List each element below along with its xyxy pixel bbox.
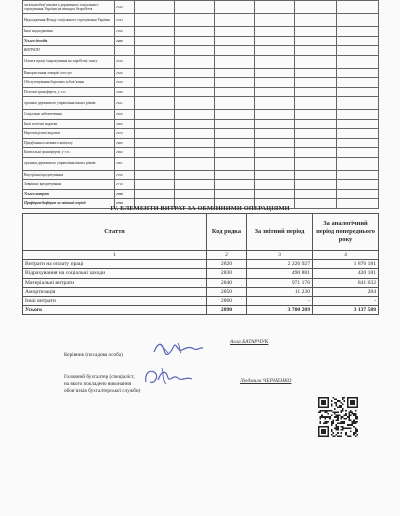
row-code: 2840: [207, 278, 247, 287]
expense-elements-table: [22, 213, 379, 315]
table-header-row: [23, 214, 379, 251]
empty-cell: [337, 36, 379, 46]
row-label: Капітальні трансферти, у т.ч.:: [23, 148, 115, 158]
row-code: 2820: [207, 260, 247, 269]
row-code: 2860: [207, 296, 247, 305]
empty-cell: [255, 1, 295, 14]
empty-cell: [337, 68, 379, 78]
row-current: 490 881: [247, 269, 313, 278]
empty-cell: [215, 36, 255, 46]
table-row: [23, 27, 379, 37]
empty-cell: [215, 14, 255, 27]
empty-cell: [175, 170, 215, 180]
column-number: 2: [207, 251, 247, 260]
empty-cell: [135, 14, 175, 27]
table-row: [23, 278, 379, 287]
empty-cell: [337, 55, 379, 68]
empty-cell: [295, 148, 337, 158]
empty-cell: [135, 148, 175, 158]
row-label: Поточні трансферти, у т.ч.:: [23, 87, 115, 97]
table-row: [23, 296, 379, 305]
empty-cell: [135, 78, 175, 88]
row-code: 2680: [115, 138, 135, 148]
empty-cell: [255, 157, 295, 170]
row-label: Нерозподілені видатки: [23, 129, 115, 139]
empty-cell: [295, 55, 337, 68]
empty-cell: [135, 129, 175, 139]
empty-cell: [175, 138, 215, 148]
empty-cell: [295, 87, 337, 97]
qr-code: [318, 397, 358, 437]
row-code: 2780: [115, 189, 135, 199]
row-code: 2390: [115, 27, 135, 37]
empty-cell: [295, 27, 337, 37]
table-row: [23, 260, 379, 269]
empty-cell: [255, 46, 295, 56]
table-row: [23, 269, 379, 278]
empty-cell: [175, 68, 215, 78]
table-row: [23, 78, 379, 88]
table-row: [23, 157, 379, 170]
row-current: 971 176: [247, 278, 313, 287]
row-previous: 420 181: [313, 269, 379, 278]
row-code: 2790: [115, 199, 135, 209]
total-current: 3 700 209: [247, 306, 313, 315]
table-row: [23, 68, 379, 78]
row-label: Інші витрати: [23, 296, 207, 305]
empty-cell: [215, 68, 255, 78]
empty-cell: [337, 27, 379, 37]
empty-cell: [255, 55, 295, 68]
column-number-row: [23, 251, 379, 260]
empty-cell: [337, 97, 379, 110]
empty-cell: [175, 78, 215, 88]
empty-cell: [255, 110, 295, 120]
row-code: 2700: [115, 170, 135, 180]
empty-cell: [175, 87, 215, 97]
empty-cell: [215, 129, 255, 139]
empty-cell: [135, 1, 175, 14]
empty-cell: [337, 110, 379, 120]
empty-cell: [295, 1, 337, 14]
empty-cell: [255, 189, 295, 199]
empty-cell: [337, 189, 379, 199]
row-label: Зовнішнє кредитування: [23, 180, 115, 190]
row-label: Відрахування на соціальні заходи: [23, 269, 207, 278]
header-previous: За аналогічний період попереднього року: [313, 214, 379, 251]
empty-cell: [255, 170, 295, 180]
empty-cell: [175, 180, 215, 190]
row-label: Інші надходження: [23, 27, 115, 37]
section-row: [23, 46, 379, 56]
row-current: 11 230: [247, 287, 313, 296]
empty-cell: [255, 97, 295, 110]
column-number: 1: [23, 251, 207, 260]
row-code: 2343: [115, 14, 135, 27]
empty-cell: [337, 157, 379, 170]
empty-cell: [175, 14, 215, 27]
empty-cell: [135, 46, 175, 56]
empty-cell: [255, 129, 295, 139]
empty-cell: [295, 78, 337, 88]
row-code: 2660: [115, 119, 135, 129]
empty-cell: [295, 138, 337, 148]
empty-cell: [295, 129, 337, 139]
empty-cell: [295, 46, 337, 56]
row-label: Придбання основного капіталу: [23, 138, 115, 148]
row-label: Усього доходів: [23, 36, 115, 46]
empty-cell: [255, 68, 295, 78]
empty-cell: [175, 27, 215, 37]
row-code: 2342: [115, 1, 135, 14]
empty-cell: [175, 46, 215, 56]
row-previous: 1 876 181: [313, 260, 379, 269]
row-code: 2630: [115, 78, 135, 88]
row-code: 2830: [207, 269, 247, 278]
total-previous: 3 137 588: [313, 306, 379, 315]
row-label: Амортизація: [23, 287, 207, 296]
empty-cell: [175, 129, 215, 139]
column-number: 3: [247, 251, 313, 260]
table-row: [23, 287, 379, 296]
empty-cell: [295, 110, 337, 120]
row-code: 2620: [115, 68, 135, 78]
table-row: [23, 180, 379, 190]
empty-cell: [215, 119, 255, 129]
head-name: Алла БАТАРЧУК: [230, 339, 269, 345]
row-code: 2650: [115, 110, 135, 120]
empty-cell: [135, 138, 175, 148]
empty-cell: [337, 78, 379, 88]
empty-cell: [175, 55, 215, 68]
empty-cell: [175, 97, 215, 110]
empty-cell: [135, 119, 175, 129]
empty-cell: [215, 78, 255, 88]
row-previous: -: [313, 296, 379, 305]
empty-cell: [135, 170, 175, 180]
empty-cell: [175, 148, 215, 158]
row-code: 2400: [115, 36, 135, 46]
row-label: Використання товарів і послуг: [23, 68, 115, 78]
row-previous: 841 032: [313, 278, 379, 287]
empty-cell: [295, 97, 337, 110]
row-label: Обслуговування боргових зобов’язань: [23, 78, 115, 88]
empty-cell: [295, 180, 337, 190]
empty-cell: [175, 36, 215, 46]
empty-cell: [175, 157, 215, 170]
row-label: Інші поточні видатки: [23, 119, 115, 129]
empty-cell: [175, 110, 215, 120]
total-label: Усього: [23, 306, 207, 315]
accountant-signature: [140, 364, 198, 388]
empty-cell: [295, 14, 337, 27]
empty-cell: [255, 27, 295, 37]
row-label: Соціальне забезпечення: [23, 110, 115, 120]
table-row: [23, 87, 379, 97]
empty-cell: [255, 138, 295, 148]
empty-cell: [215, 180, 255, 190]
row-code: 2610: [115, 55, 135, 68]
empty-cell: [135, 27, 175, 37]
empty-cell: [337, 138, 379, 148]
row-code: 2850: [207, 287, 247, 296]
total-row: [23, 189, 379, 199]
empty-cell: [337, 170, 379, 180]
empty-cell: [215, 110, 255, 120]
empty-cell: [175, 1, 215, 14]
accountant-role-line-1: Головний бухгалтер (спеціаліст,: [64, 374, 135, 380]
empty-cell: [175, 189, 215, 199]
empty-cell: [255, 14, 295, 27]
empty-cell: [295, 119, 337, 129]
row-current: 2 226 927: [247, 260, 313, 269]
empty-cell: [337, 87, 379, 97]
column-number: 4: [313, 251, 379, 260]
table-row: [23, 129, 379, 139]
row-code: 2690: [115, 148, 135, 158]
table-row: [23, 110, 379, 120]
empty-cell: [255, 180, 295, 190]
empty-cell: [135, 97, 175, 110]
total-row: [23, 36, 379, 46]
empty-cell: [135, 157, 175, 170]
empty-cell: [337, 129, 379, 139]
empty-cell: [255, 36, 295, 46]
row-label: Матеріальні витрати: [23, 278, 207, 287]
empty-cell: [337, 14, 379, 27]
empty-cell: [215, 55, 255, 68]
table-row: [23, 170, 379, 180]
total-row: [23, 306, 379, 315]
head-signature: [150, 338, 206, 358]
table-row: [23, 97, 379, 110]
empty-cell: [215, 27, 255, 37]
empty-cell: [295, 68, 337, 78]
empty-cell: [337, 180, 379, 190]
income-expense-table: [22, 0, 379, 209]
row-code: 2710: [115, 180, 135, 190]
empty-cell: [337, 1, 379, 14]
row-label: загальнообов’язкового державного соціального страхування України на випадок безробіття: [23, 1, 115, 14]
empty-cell: [175, 119, 215, 129]
empty-cell: [295, 170, 337, 180]
empty-cell: [337, 119, 379, 129]
table-row: [23, 1, 379, 14]
header-current: За звітний період: [247, 214, 313, 251]
row-label: органам державного управління інших рівнів: [23, 97, 115, 110]
accountant-name: Людмила ЧЕРНЕНКО: [240, 378, 292, 384]
row-label: ВИТРАТИ: [23, 46, 115, 56]
empty-cell: [215, 46, 255, 56]
row-code: [115, 46, 135, 56]
empty-cell: [135, 110, 175, 120]
row-current: -: [247, 296, 313, 305]
empty-cell: [295, 36, 337, 46]
table-row: [23, 148, 379, 158]
table-row: [23, 14, 379, 27]
empty-cell: [215, 87, 255, 97]
table-row: [23, 138, 379, 148]
row-label: Внутрішні кредитування: [23, 170, 115, 180]
empty-cell: [215, 97, 255, 110]
row-code: 2640: [115, 87, 135, 97]
empty-cell: [255, 148, 295, 158]
section-title: IV. ЕЛЕМЕНТИ ВИТРАТ ЗА ОБМІННИМИ ОПЕРАЦІЯМИ: [110, 205, 290, 212]
empty-cell: [215, 189, 255, 199]
row-code: 2641: [115, 97, 135, 110]
empty-cell: [135, 180, 175, 190]
row-label: органам державного управління інших рівнів: [23, 157, 115, 170]
empty-cell: [135, 189, 175, 199]
empty-cell: [295, 157, 337, 170]
empty-cell: [215, 148, 255, 158]
empty-cell: [215, 157, 255, 170]
table-row: [23, 119, 379, 129]
row-code: 2691: [115, 157, 135, 170]
header-code: Код рядка: [207, 214, 247, 251]
head-role: Керівник (посадова особа): [64, 352, 123, 358]
row-label: Витрати на оплату праці: [23, 260, 207, 269]
empty-cell: [135, 87, 175, 97]
empty-cell: [135, 55, 175, 68]
empty-cell: [255, 78, 295, 88]
row-label: Профіцит/дефіцит за звітний період: [23, 199, 115, 209]
row-code: 2670: [115, 129, 135, 139]
row-label: Оплата праці і нарахування на заробітну плату: [23, 55, 115, 68]
empty-cell: [215, 1, 255, 14]
empty-cell: [255, 87, 295, 97]
table-row: [23, 55, 379, 68]
row-previous: 284: [313, 287, 379, 296]
empty-cell: [215, 170, 255, 180]
empty-cell: [295, 189, 337, 199]
accountant-role-line-3: обов’язків бухгалтерської служби): [64, 388, 141, 394]
empty-cell: [215, 138, 255, 148]
empty-cell: [337, 46, 379, 56]
empty-cell: [337, 148, 379, 158]
total-code: 2890: [207, 306, 247, 315]
accountant-role-line-2: на якого покладено виконання: [64, 381, 131, 387]
row-label: Усього витрат: [23, 189, 115, 199]
empty-cell: [135, 68, 175, 78]
row-label: Надходження Фонду соціального страхування України: [23, 14, 115, 27]
header-article: Стаття: [23, 214, 207, 251]
empty-cell: [135, 36, 175, 46]
empty-cell: [255, 119, 295, 129]
